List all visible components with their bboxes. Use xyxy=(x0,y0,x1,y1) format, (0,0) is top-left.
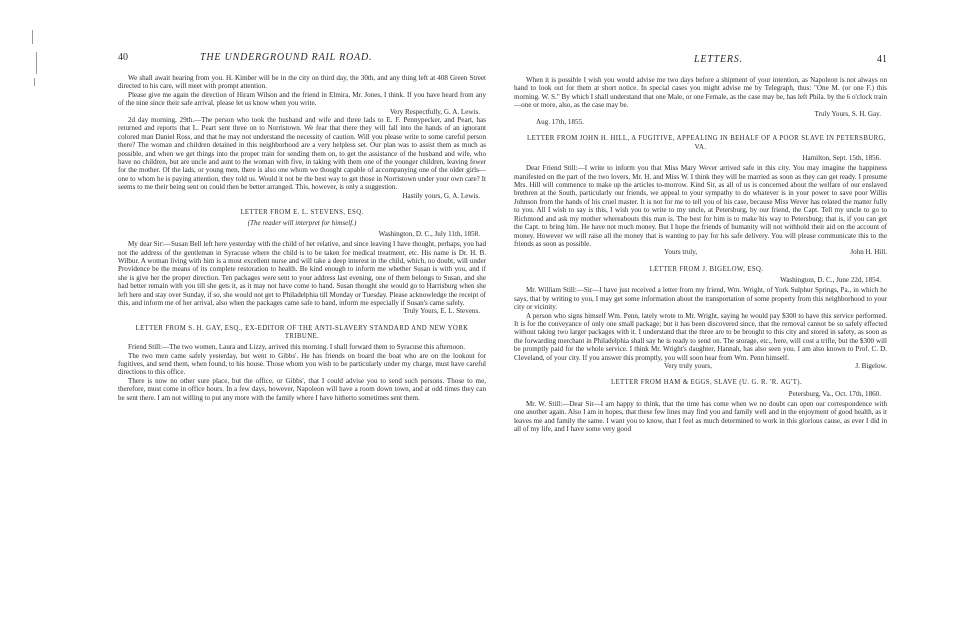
left-page-body xyxy=(118,74,486,402)
signature: Hastily yours, G. A. Lewis. xyxy=(402,191,480,200)
letter-subheading: (The reader will interpret for himself.) xyxy=(247,219,357,228)
paragraph: There is now no other sure place, but the office, or Gibbs', that I could advise you to send such persons. Those to me, therefore, must come in office hours. In a few days, however, Napoleon will have a room down town, and at odd times they can be sent there. I am not willing to put any more with the family where I have hitherto sometimes sent them. xyxy=(118,376,486,402)
paragraph: Dear Friend Still:—I write to inform you that Miss Mary Wever arrived safe in this city. You may imagine the happiness manifested on the part of the two lovers, Mr. H. and Miss W. I think they will be married as soon as they can get ready. I presume Mrs. Hill will commence to make up the articles to-morrow. Kind Sir, as all of us is concerned about the welfare of our enslaved brethren at the South, particularly our friends, we appeal to your sympathy to do whatever is in your power to save poor Willis Johnson from the hands of his cruel master. It is not for me to tell you of his case, because Miss Wever has related the matter fully to you. All I wish to say is this, I wish you to write to my uncle, at Petersburg, by our friend, the Capt. Tell my uncle to go to Richmond and ask my mother whereabouts this man is. The best for him is to make his way to Petersburg; that is, if you can get the Capt. to bring him. He have not much money. But I hope the friends of humanity will not withhold their aid on the account of money. However we will raise all the money that is wanting to pay for his safe delivery. You will please communicate this to the friends as soon as possible. xyxy=(514,164,887,248)
signature: Very Respectfully, G. A. Lewis. xyxy=(389,107,480,116)
letter-date: Aug. 17th, 1855. xyxy=(536,118,584,127)
paragraph: When it is possible I wish you would advise me two days before a shipment of your intention, as Napoleon is not always on hand to look out for them at short notice. In special cases you might advise me by Telegraph, thus: "One M. (or one F.) this morning. W. S." By which I shall understand that one Male, or one Female, as the case may be, has left Phila. by the 6 o'clock train—one or more, also, as the case may be. xyxy=(514,76,887,110)
paragraph: We shall await hearing from you. H. Kimber will be in the city on third day, the 30th, and any thing left at 408 Green Street directed to his care, will meet with prompt attention. xyxy=(118,74,486,91)
letter-heading: LETTER FROM S. H. GAY, ESQ., EX-EDITOR OF THE ANTI-SLAVERY STANDARD AND NEW YORK TRIBUNE. xyxy=(135,324,469,340)
running-title: LETTERS. xyxy=(694,54,743,65)
letter-closing xyxy=(514,248,887,256)
closing-phrase: Yours truly, xyxy=(664,248,698,257)
left-page-header xyxy=(118,54,486,66)
letter-dateline: Hamilton, Sept. 15th, 1856. xyxy=(802,153,881,162)
paragraph: My dear Sir:—Susan Bell left here yesterday with the child of her relative, and since leaving I have thought, perhaps, you had not the address of the gentleman in Syracuse where the child is to be taken for medical treatment, etc. His name is Dr. H. B. Wilbur. A woman living with him is a most excellent nurse and will take a deep interest in the child, which, no doubt, will under Providence be the means of its complete restoration to health. Be kind enough to inform me whether Susan is with you, and if she is give her the proper direction. Ten packages were sent to your address last evening, one of them belongs to Susan, and she had better remain with you till she gets it, as it may not have come to hand. Susan thought she would go to Harrisburg when she left here and stay over Sunday, if so, she would not get to Philadelphia till Monday or Tuesday. Please acknowledge the receipt of this, and inform me of her arrival, also when the packages came safe to hand, inform me especially if Susan's came safely. xyxy=(118,240,486,307)
signature: John H. Hill. xyxy=(850,248,887,257)
right-page-body xyxy=(514,76,887,434)
paragraph: Please give me again the direction of Hiram Wilson and the friend in Elmira, Mr. Jones, I think. If you have heard from any of the nine since their safe arrival, please let us know when you write. xyxy=(118,90,486,108)
running-title: THE UNDERGROUND RAIL ROAD. xyxy=(200,52,373,63)
paragraph: Friend Still:—The two women, Laura and Lizzy, arrived this morning. I shall forward them to Syracuse this afternoon. xyxy=(128,343,466,352)
signature: Truly Yours, S. H. Gay. xyxy=(814,109,881,118)
scan-edge-marks xyxy=(30,30,40,90)
letter-dateline: Washington, D. C., July 11th, 1858. xyxy=(378,229,480,238)
letter-heading: LETTER FROM HAM & EGGS, SLAVE (U. G. R. 'R. AG'T). xyxy=(610,379,803,387)
page-number: 41 xyxy=(877,54,887,65)
letter-heading: LETTER FROM J. BIGELOW, ESQ. xyxy=(649,265,764,273)
letter-heading: LETTER FROM E. L. STEVENS, ESQ. xyxy=(240,209,364,217)
paragraph: Mr. W. Still:—Dear Sir—I am happy to think, that the time has come when we no doubt can open our correspondence with one another again. Also I am in hopes, that these few lines may find you and family well and in the enjoyment of good health, as it leaves me and family the same. I want you to know, that I feel as much determined to work in this glorious cause, as ever I did in all of my life, and I have some very good xyxy=(514,400,887,434)
letter-heading: LETTER FROM JOHN H. HILL, A FUGITIVE, APPEALING IN BEHALF OF A POOR SLAVE IN PETERSBURG, VA. xyxy=(527,135,886,151)
signature: J. Bigelow. xyxy=(855,361,887,370)
paragraph: Mr. William Still:—Sir—I have just received a letter from my friend, Wm. Wright, of York Sulphur Springs, Pa., in which he says, that by writing to you, I may get some information about the transportation of some property from this neighborhood to your city or vicinity. xyxy=(514,286,887,312)
right-page-header xyxy=(514,56,887,68)
letter-dateline: Washington, D. C., June 22d, 1854. xyxy=(780,275,881,284)
closing-phrase: Very truly yours, xyxy=(664,361,712,370)
paragraph: A person who signs himself Wm. Penn, lately wrote to Mr. Wright, saying he would pay $300 to have this service performed. It is for the conveyance of only one small package; but it has been discovered since, that the removal cannot be so safely effected without taking two larger packages with it. I understand that the three are to be brought to this city and stored in safety, as soon as the forwarding merchant in Philadelphia shall say he is ready to send on. The storage, etc., here, will cost a trifle, but the $300 will be promptly paid for the whole service. I think Mr. Wright's daughter, Hannah, has also seen you. I am also known to Prof. C. D. Cleveland, of your city. If you answer this promptly, you will soon hear from Wm. Penn himself. xyxy=(514,311,887,362)
letter-dateline: Petersburg, Va., Oct. 17th, 1860. xyxy=(788,389,881,398)
paragraph: The two men came safely yesterday, but went to Gibbs'. He has friends on board the boat who are on the lookout for fugitives, and send them, when found, to his house. Those whom you wish to be particularly under my charge, must have careful directions to this office. xyxy=(118,351,486,377)
paragraph: 2d day morning, 29th.—The person who took the husband and wife and three lads to E. F. Pennypecker, and Peart, has returned and reports that L. Peart sent three on to Norristown. We fear that there they will fall into the hands of an ignorant colored man Daniel Ross, and that he may not understand the necessity of caution. Will you please write to some careful person there? The woman and children detained in this neighborhood are a very helpless set. Our plan was to assist them as much as possible, and when we get things into the proper train for sending them on, to get the assistance of the husband and wife, who have no children, but are uncle and aunt to the woman with five, in taking with them one of the younger children, leaving fewer for the mother. Of the lads, or young men, there is also one whom we thought capable of accompanying one of the older girls—one to whom he is paying attention, they told us. Would it not be the best way to get those in Norristown under your own care? It seems to me their being sent on could then be better arranged. This, however, is only a suggestion. xyxy=(118,116,486,192)
signature: Truly Yours, E. L. Stevens. xyxy=(403,307,480,316)
letter-closing xyxy=(514,362,887,370)
page-number: 40 xyxy=(118,52,128,63)
